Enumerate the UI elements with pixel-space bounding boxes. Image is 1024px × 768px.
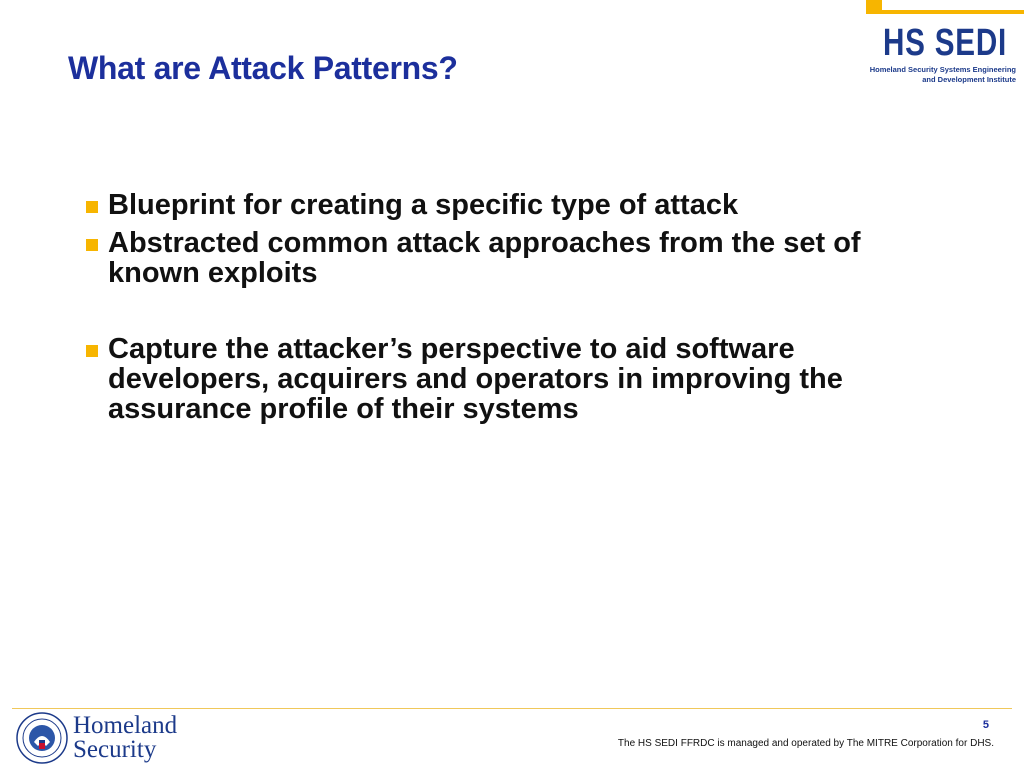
page-number: 5 <box>982 719 989 731</box>
square-bullet-icon <box>86 345 98 357</box>
slide-title: What are Attack Patterns? <box>68 50 458 86</box>
footer-divider <box>12 708 1012 709</box>
dhs-wordmark <box>73 714 208 762</box>
bullet-text: Blueprint for creating a specific type of attack <box>108 189 739 221</box>
bullet-item <box>84 228 924 288</box>
hs-sedi-logo <box>866 0 1024 90</box>
dhs-seal-icon <box>16 712 68 764</box>
bullet-text: Capture the attacker’s perspective to aid software developers, acquirers and operators in improving the assurance profile of their systems <box>108 333 843 425</box>
bullet-item <box>84 190 924 220</box>
bullet-item <box>84 334 924 424</box>
footer-note: The HS SEDI FFRDC is managed and operated by The MITRE Corporation for DHS. <box>617 738 994 749</box>
dhs-wordmark-text: Homeland Security <box>73 712 178 763</box>
logo-accent-bar <box>882 10 1024 14</box>
logo-accent-square <box>866 0 882 14</box>
square-bullet-icon <box>86 201 98 213</box>
square-bullet-icon <box>86 239 98 251</box>
logo-name: HS SEDI <box>883 22 1008 64</box>
dhs-logo <box>16 712 216 768</box>
bullet-text: Abstracted common attack approaches from the set of known exploits <box>108 227 861 289</box>
bullet-list <box>84 190 924 424</box>
logo-subtitle: Homeland Security Systems Engineering and Development Institute <box>869 65 1016 84</box>
